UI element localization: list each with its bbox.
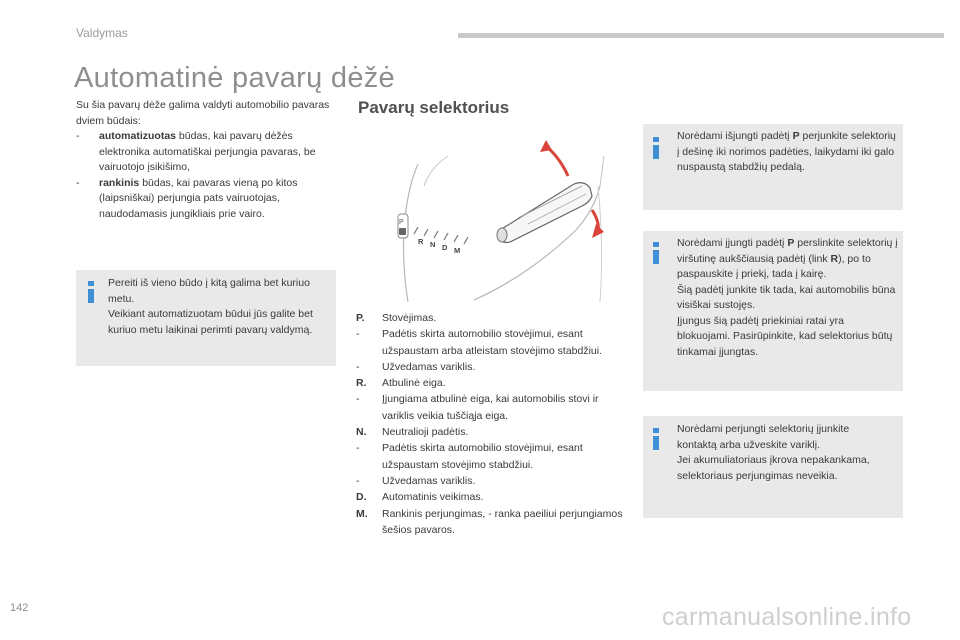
- mode-description: būdas, kai pavaras vieną po kitos (laipsniškai) perjungia pats vairuotojas, naudodamasis jungikliais prie vairo.: [99, 176, 298, 220]
- info-icon: [653, 137, 659, 159]
- note-text-part: Norėdami įjungti padėtį: [677, 237, 788, 249]
- note-paragraph: Šią padėtį junkite tik tada, kai automobilis būna visiškai sustojęs.: [677, 283, 896, 311]
- gear-text: Rankinis perjungimas, - ranka paeiliui perjungiamos šešios pavaros.: [382, 507, 623, 536]
- gear-key: M.: [356, 507, 368, 520]
- gear-text: Užvedamas variklis.: [382, 474, 476, 487]
- page-number: 142: [10, 602, 29, 614]
- mode-term: automatizuotas: [99, 130, 177, 142]
- gear-key: -: [356, 360, 360, 373]
- watermark: carmanualsonline.info: [662, 603, 912, 631]
- note-text-part: Norėdami išjungti padėtį: [677, 130, 793, 142]
- note-text-emphasis: R: [830, 252, 839, 265]
- note-text-part: ), po to paspauskite į priekį, tada į kairę.: [677, 252, 871, 280]
- gear-text: Padėtis skirta automobilio stovėjimui, esant užspaustam stovėjimo stabdžiui.: [382, 442, 583, 471]
- gear-key: -: [356, 393, 360, 406]
- note-line: Pereiti iš vieno būdo į kitą galima bet kuriuo metu.: [108, 277, 310, 305]
- note-text-part: perslinkite selektorių į viršutinę aukščiausią padėtį (link: [677, 237, 898, 265]
- gear-key: -: [356, 442, 360, 455]
- note-text-emphasis: P: [787, 237, 795, 249]
- list-item: [356, 326, 631, 359]
- list-item: [356, 359, 631, 375]
- page-title: Automatinė pavarų dėžė: [74, 62, 395, 94]
- section-header: Valdymas: [76, 26, 128, 40]
- header-divider: [458, 33, 944, 38]
- note-text: [677, 129, 897, 176]
- info-icon: [88, 281, 94, 303]
- list-item: [356, 473, 631, 489]
- gear-text: Neutralioji padėtis.: [382, 426, 469, 439]
- list-dash: -: [76, 176, 80, 189]
- note-paragraph: [677, 236, 899, 283]
- note-text: [108, 276, 326, 338]
- mode-term: rankinis: [99, 176, 140, 189]
- note-text: [677, 236, 899, 360]
- list-item: [356, 440, 631, 473]
- list-item: [356, 310, 631, 326]
- list-item: [356, 489, 631, 505]
- note-paragraph: Įjungus šią padėtį priekiniai ratai yra blokuojami. Pasirūpinkite, kad selektorius būtų tinkamai įjungtas.: [677, 314, 893, 358]
- note-paragraph: Norėdami perjungti selektorių įjunkite kontaktą arba užveskite variklį.: [677, 423, 850, 451]
- gear-key: N.: [356, 426, 367, 439]
- gear-key: R.: [356, 377, 367, 390]
- list-item: [356, 375, 631, 391]
- gear-text: Įjungiama atbulinė eiga, kai automobilis stovi ir variklis veikia tuščiąja eiga.: [382, 393, 599, 422]
- intro-lead: Su šia pavarų dėže galima valdyti automobilio pavaras dviem būdais:: [76, 99, 330, 127]
- gear-text: Atbulinė eiga.: [382, 377, 446, 390]
- gear-label-n: N: [430, 240, 436, 249]
- gear-positions-list: [356, 310, 631, 538]
- note-line: Veikiant automatizuotam būdui jūs galite bet kuriuo metu laikinai perimti pavarų valdymą.: [108, 308, 313, 336]
- note-box-mode-switch: [76, 270, 336, 366]
- gear-key: -: [356, 474, 360, 487]
- gear-text: Automatinis veikimas.: [382, 491, 484, 504]
- note-box-ignition: [643, 416, 903, 518]
- gear-key: P.: [356, 312, 365, 324]
- note-text-part: perjunkite selektorių į dešinę iki norimos padėties, laikydami iki galo nuspaustą stabdžių pedalą.: [677, 130, 896, 173]
- list-item: [356, 391, 631, 424]
- gear-key: -: [356, 328, 360, 341]
- gear-label-d: D: [442, 243, 448, 252]
- list-dash: -: [76, 130, 80, 142]
- gear-key: D.: [356, 491, 367, 504]
- mode-description: būdas, kai pavarų dėžės elektronika automatiškai perjungia pavaras, be vairuotojo įsikišimo,: [99, 130, 316, 173]
- gear-text: Padėtis skirta automobilio stovėjimui, esant užspaustam arba atleistam stovėjimo stabdžiui.: [382, 328, 603, 357]
- gear-label-m: M: [454, 246, 461, 255]
- note-box-engage-p: [643, 231, 903, 391]
- list-item: [356, 506, 631, 539]
- gear-text: Užvedamas variklis.: [382, 360, 476, 373]
- section-title: Pavarų selektorius: [358, 98, 510, 117]
- list-item: [356, 424, 631, 440]
- svg-text:P: P: [399, 219, 404, 226]
- info-icon: [653, 242, 659, 264]
- note-text-emphasis: P: [792, 130, 800, 142]
- intro-text: [76, 98, 341, 222]
- note-box-disengage-p: [643, 124, 903, 210]
- mode-item-automatic: [76, 129, 341, 176]
- mode-item-manual: [76, 176, 341, 223]
- info-icon: [653, 428, 659, 450]
- note-text: [677, 422, 882, 484]
- gear-label-r: R: [418, 237, 424, 246]
- note-paragraph: Jei akumuliatoriaus įkrova nepakankama, selektoriaus perjungimas neveikia.: [677, 454, 870, 482]
- gear-text: Stovėjimas.: [382, 312, 437, 324]
- gear-selector-illustration: [378, 126, 626, 302]
